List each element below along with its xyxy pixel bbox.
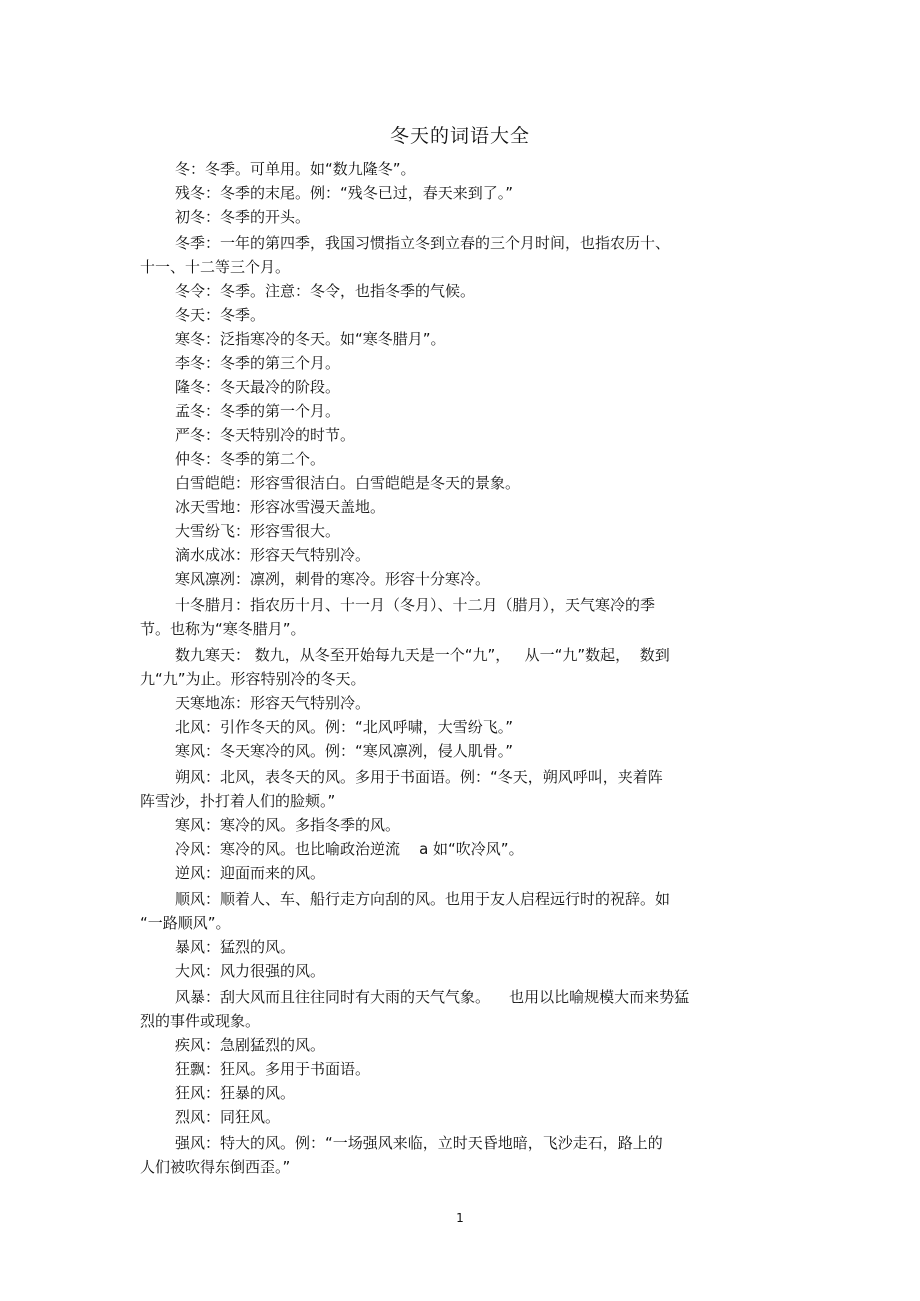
entry-line: 风暴：刮大风而且往往同时有大雨的天气气象。 也用以比喻规模大而来势猛	[175, 988, 690, 1006]
entry-continuation-line: 阵雪沙，扑打着人们的脸颊。”	[140, 792, 336, 810]
entry-line: 烈风：同狂风。	[175, 1108, 281, 1126]
entry-continuation-line: 节。也称为“寒冬腊月”。	[140, 620, 306, 638]
entry-line: 冷风：寒冷的风。也比喻政治逆流 a 如“吹冷风”。	[175, 840, 524, 858]
entry-continuation-line: 人们被吹得东倒西歪。”	[140, 1158, 291, 1176]
entry-line: 十冬腊月：指农历十月、十一月（冬月）、十二月（腊月），天气寒冷的季	[175, 596, 656, 614]
entry-line: 冬：冬季。可单用。如“数九隆冬”。	[175, 160, 416, 178]
entry-line: 残冬：冬季的末尾。例：“残冬已过，春天来到了。”	[175, 184, 514, 202]
entry-continuation-line: 烈的事件或现象。	[140, 1012, 261, 1030]
entry-line: 顺风：顺着人、车、船行走方向刮的风。也用于友人启程远行时的祝辞。如	[175, 890, 671, 908]
entry-line: 白雪皑皑：形容雪很洁白。白雪皑皑是冬天的景象。	[175, 474, 521, 492]
entry-line: 强风：特大的风。例：“一场强风来临，立时天昏地暗，飞沙走石，路上的	[175, 1134, 663, 1152]
entry-line: 寒风凛冽：凛冽，刺骨的寒冷。形容十分寒冷。	[175, 570, 491, 588]
entry-line: 狂风：狂暴的风。	[175, 1084, 296, 1102]
entry-line: 李冬：冬季的第三个月。	[175, 354, 341, 372]
entry-line: 冰天雪地：形容冰雪漫天盖地。	[175, 498, 386, 516]
entry-line: 逆风：迎面而来的风。	[175, 864, 326, 882]
page-number: 1	[456, 1211, 464, 1225]
entry-continuation-line: 十一、十二等三个月。	[140, 258, 291, 276]
entry-line: 冬季：一年的第四季，我国习惯指立冬到立春的三个月时间，也指农历十、	[175, 234, 671, 252]
entry-line: 暴风：猛烈的风。	[175, 938, 296, 956]
word-list	[140, 157, 785, 1179]
entry-line: 寒风：寒冷的风。多指冬季的风。	[175, 816, 401, 834]
entry-line: 严冬：冬天特别冷的时节。	[175, 426, 356, 444]
page-title: 冬天的词语大全	[389, 125, 530, 147]
entry-line: 初冬：冬季的开头。	[175, 208, 311, 226]
entry-line: 仲冬：冬季的第二个。	[175, 450, 326, 468]
entry-line: 大雪纷飞：形容雪很大。	[175, 522, 341, 540]
entry-line: 隆冬：冬天最冷的阶段。	[175, 378, 341, 396]
entry-continuation-line: 九“九”为止。形容特别冷的冬天。	[140, 670, 366, 688]
entry-line: 滴水成冰：形容天气特别冷。	[175, 546, 371, 564]
entry-line: 大风：风力很强的风。	[175, 962, 326, 980]
entry-line: 朔风：北风，表冬天的风。多用于书面语。例：“冬天，朔风呼叫，夹着阵	[175, 768, 663, 786]
entry-line: 寒风：冬天寒冷的风。例：“寒风凛冽，侵人肌骨。”	[175, 742, 514, 760]
entry-line: 孟冬：冬季的第一个月。	[175, 402, 341, 420]
entry-line: 寒冬：泛指寒冷的冬天。如“寒冬腊月”。	[175, 330, 446, 348]
entry-line: 天寒地冻：形容天气特别冷。	[175, 694, 371, 712]
entry-continuation-line: “一路顺风”。	[140, 914, 231, 932]
entry-line: 疾风：急剧猛烈的风。	[175, 1036, 326, 1054]
entry-line: 冬天：冬季。	[175, 306, 266, 324]
entry-line: 数九寒天： 数九，从冬至开始每九天是一个“九”， 从一“九”数起， 数到	[175, 646, 670, 664]
entry-line: 冬令：冬季。注意：冬令，也指冬季的气候。	[175, 282, 476, 300]
entry-line: 狂飘：狂风。多用于书面语。	[175, 1060, 371, 1078]
entry-line: 北风：引作冬天的风。例：“北风呼啸，大雪纷飞。”	[175, 718, 514, 736]
